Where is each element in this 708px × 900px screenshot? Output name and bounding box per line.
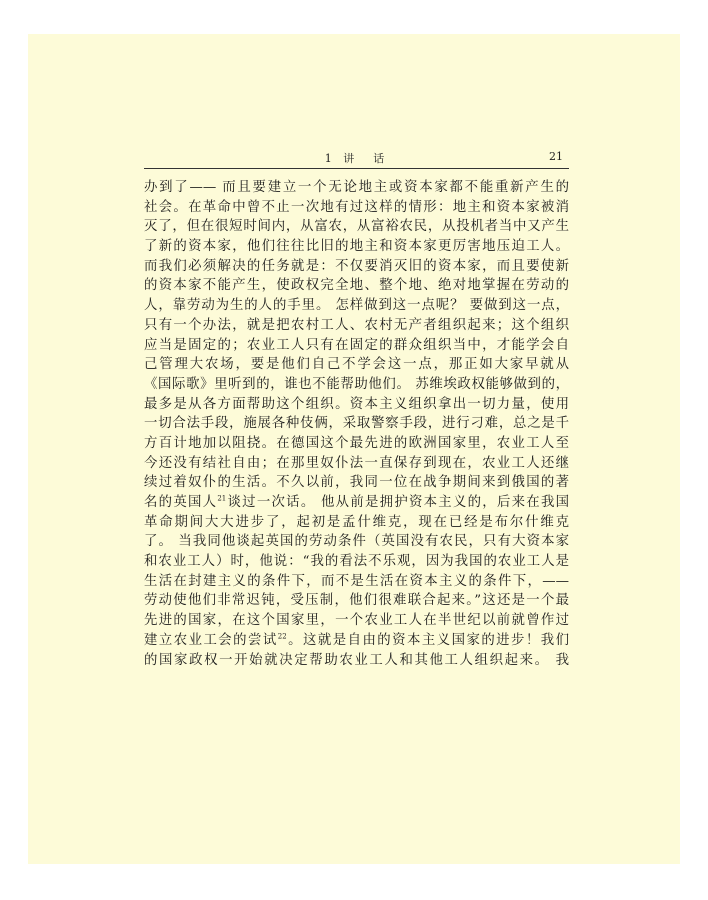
text-segment: 建立农业工会的尝试 [144,632,278,648]
text-line: 灭了，但在很短时间内，从富农，从富裕农民，从投机者当中又产生 [144,219,569,235]
text-line: 今还没有结社自由；在那里奴仆法一直保存到现在，农业工人还继 [144,455,569,471]
text-line: 只有一个办法，就是把农村工人、农村无产者组织起来；这个组织 [144,317,569,333]
text-line: 办到了—— 而且要建立一个无论地主或资本家都不能重新产生的 [144,180,569,195]
text-line: 应当是固定的；农业工人只有在固定的群众组织当中，才能学会自 [144,337,569,353]
text-line: 的资本家不能产生，使政权完全地、整个地、绝对地掌握在劳动的 [144,278,569,294]
text-line-with-note [144,493,569,513]
text-segment: 。这就是自由的资本主义国家的进步！我们 [286,632,569,648]
header-title: 1 讲 话 [324,152,389,165]
footnote-ref-22: 22 [277,632,287,641]
text-line: 劳动使他们非常迟钝，受压制，他们很难联合起来。”这还是一个最 [144,593,569,609]
text-segment: 谈过一次话。 他从前是拥护资本主义的，后来在我国 [226,495,569,510]
text-line: 生活在封建主义的条件下，而不是生活在资本主义的条件下，—— [144,573,569,589]
text-line: 先进的国家，在这个国家里，一个农业工人在半世纪以前就曾作过 [144,613,569,629]
text-line: 和农业工人）时，他说：“我的看法不乐观，因为我国的农业工人是 [144,554,569,570]
text-line: 方百计地加以阻挠。在德国这个最先进的欧洲国家里，农业工人至 [144,435,569,451]
text-line: 社会。在革命中曾不止一次地有过这样的情形：地主和资本家被消 [144,199,569,215]
text-line-with-note [144,631,569,651]
text-line: 人，靠劳动为生的人的手里。 怎样做到这一点呢？ 要做到这一点， [144,298,569,314]
text-line: 而我们必须解决的任务就是：不仅要消灭旧的资本家，而且要使新 [144,258,569,274]
text-line: 己管理大农场，要是他们自己不学会这一点，那正如大家早就从 [144,357,569,373]
text-line: 《国际歌》里听到的，谁也不能帮助他们。 苏维埃政权能够做到的， [144,376,569,392]
text-line: 续过着奴仆的生活。不久以前，我同一位在战争期间来到俄国的著 [144,475,569,491]
text-line: 了新的资本家，他们往往比旧的地主和资本家更厉害地压迫工人。 [144,239,569,255]
body-text [144,178,569,670]
page-number: 21 [549,150,563,163]
text-line: 革命期间大大进步了，起初是孟什维克，现在已经是布尔什维克 [144,514,569,530]
text-line: 最多是从各方面帮助这个组织。资本主义组织拿出一切力量，使用 [144,396,569,412]
text-segment: 名的英国人 [144,495,218,510]
footnote-ref-21: 21 [217,494,227,503]
text-line: 的国家政权一开始就决定帮助农业工人和其他工人组织起来。 我 [144,652,569,668]
text-line: 一切合法手段，施展各种伎俩，采取警察手段，进行刁难，总之是千 [144,416,569,432]
running-header [144,148,569,169]
text-line: 了。 当我同他谈起英国的劳动条件（英国没有农民，只有大资本家 [144,534,569,550]
